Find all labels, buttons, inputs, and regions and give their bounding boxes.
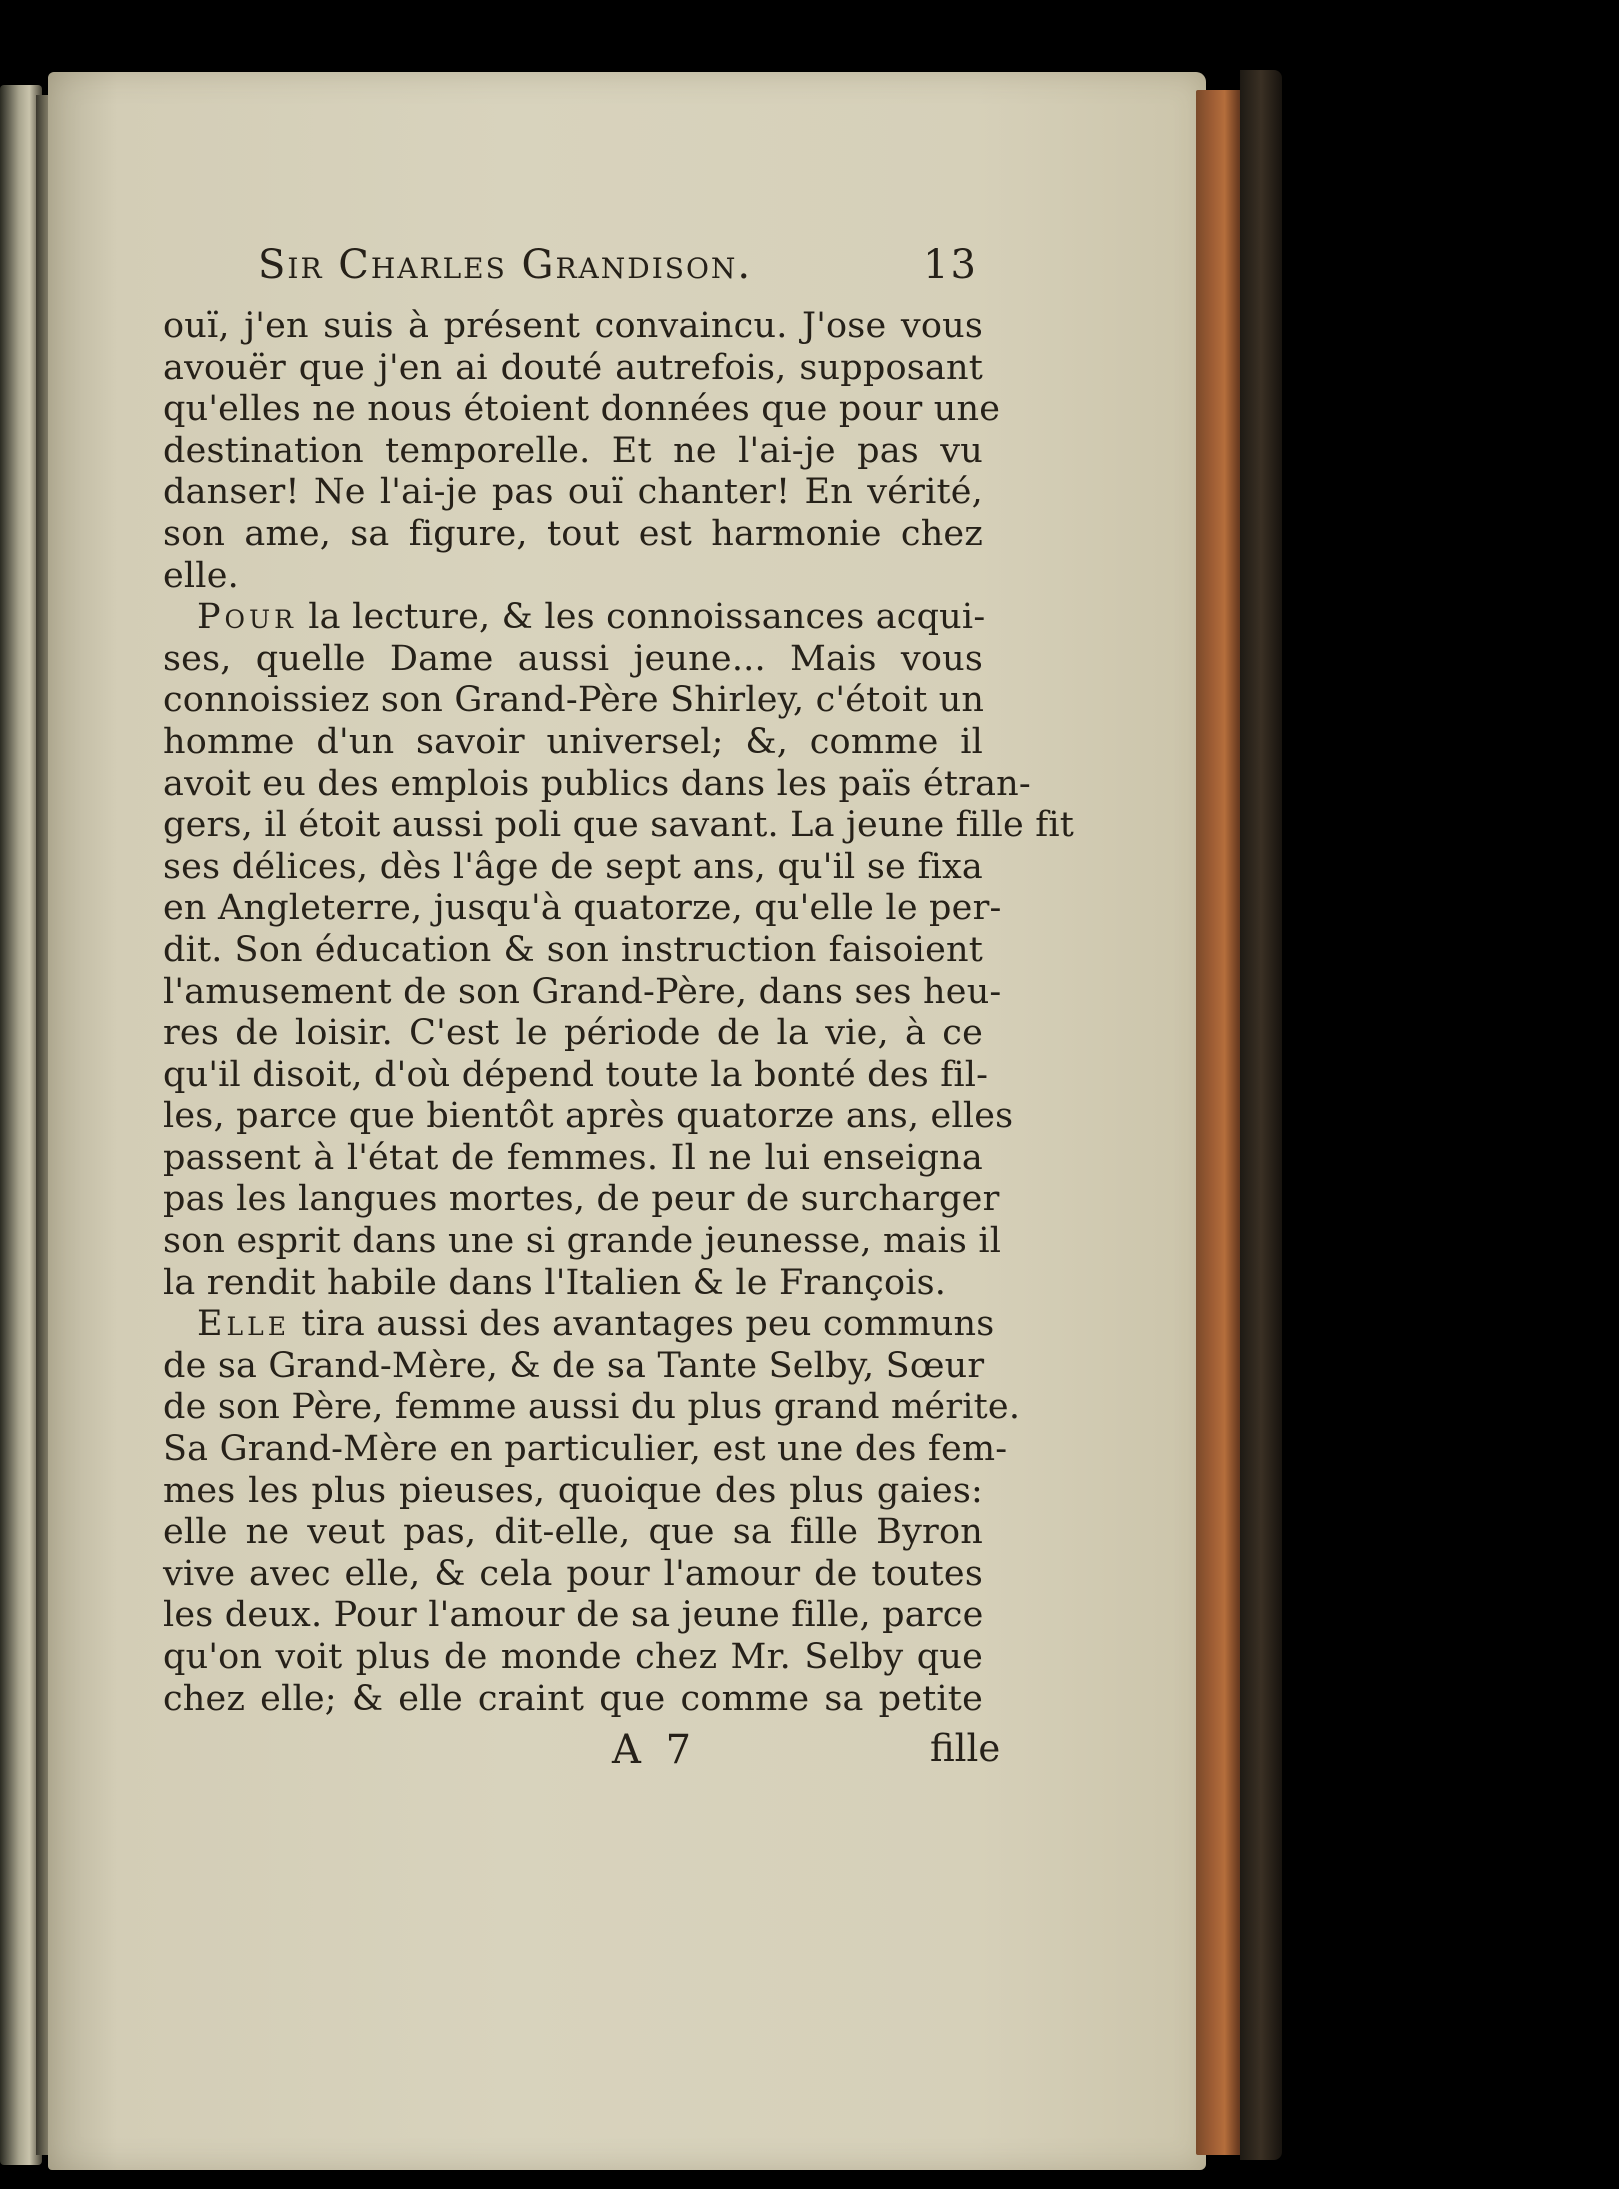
text-line: qu'il disoit, d'où dépend toute la bonté des fil- — [163, 1054, 989, 1095]
text-line: elle ne veut pas, dit-elle, que sa fille Byron — [163, 1512, 983, 1553]
book-cover-board — [1240, 70, 1282, 2160]
text-line: les deux. Pour l'amour de sa jeune fille, parce — [163, 1595, 984, 1636]
text-line: la rendit habile dans l'Italien & le François. — [163, 1262, 947, 1303]
text-line: res de loisir. C'est le période de la vie, à ce — [163, 1013, 983, 1054]
text-line: chez elle; & elle craint que comme sa petite — [163, 1678, 983, 1719]
text-line: qu'elles ne nous étoient données que pour une — [163, 389, 1001, 430]
text-line: avouër que j'en ai douté autrefois, supposant — [163, 347, 983, 388]
text-line: elle. — [163, 555, 239, 596]
body-text — [163, 306, 1075, 1720]
text-line: avoit eu des emplois publics dans les païs étran- — [163, 763, 1031, 804]
paragraph-lead-word: Pour — [197, 597, 297, 638]
text-line: en Angleterre, jusqu'à quatorze, qu'elle le per- — [163, 888, 1002, 929]
running-head — [258, 242, 978, 288]
text-line: gers, il étoit aussi poli que savant. La jeune fille fit — [163, 805, 1075, 846]
text-line: ouï, j'en suis à présent convaincu. J'ose vous — [163, 306, 983, 346]
text-line: Sa Grand-Mère en particulier, est une des fem- — [163, 1429, 1008, 1470]
signature-mark: A 7 — [612, 1727, 698, 1773]
text-line: les, parce que bientôt après quatorze ans, elles — [163, 1096, 1014, 1137]
text-line: dit. Son éducation & son instruction faisoient — [163, 929, 983, 970]
text-line: de son Père, femme aussi du plus grand mérite. — [163, 1387, 1021, 1428]
paragraph-lead-word: Elle — [197, 1304, 291, 1345]
text-line-rest: la lecture, & les connoissances acqui- — [308, 597, 986, 638]
text-line: de sa Grand-Mère, & de sa Tante Selby, Sœur — [163, 1345, 985, 1386]
text-line-rest: tira aussi des avantages peu communs — [301, 1304, 995, 1345]
text-line: connoissiez son Grand-Père Shirley, c'étoit un — [163, 680, 985, 721]
page-number: 13 — [923, 242, 978, 288]
text-line: mes les plus pieuses, quoique des plus gaies: — [163, 1470, 983, 1511]
text-line: danser! Ne l'ai-je pas ouï chanter! En vérité, — [163, 472, 983, 513]
text-line: son ame, sa figure, tout est harmonie chez — [163, 513, 983, 554]
paragraph-first-line — [163, 597, 986, 639]
text-line: homme d'un savoir universel; &, comme il — [163, 721, 983, 762]
paragraph-first-line — [163, 1304, 995, 1346]
text-line: l'amusement de son Grand-Père, dans ses heu- — [163, 971, 1002, 1012]
text-line: ses délices, dès l'âge de sept ans, qu'il se fixa — [163, 846, 983, 887]
text-line: vive avec elle, & cela pour l'amour de toutes — [163, 1553, 983, 1594]
text-line: pas les langues mortes, de peur de surcharger — [163, 1179, 1000, 1220]
text-line: ses, quelle Dame aussi jeune... Mais vous — [163, 638, 983, 679]
text-line: qu'on voit plus de monde chez Mr. Selby que — [163, 1637, 983, 1677]
running-title: Sir Charles Grandison. — [258, 242, 753, 288]
text-line: son esprit dans une si grande jeunesse, mais il — [163, 1221, 1002, 1262]
catchword: fille — [930, 1727, 1001, 1770]
text-line: passent à l'état de femmes. Il ne lui enseigna — [163, 1137, 983, 1178]
text-line: destination temporelle. Et ne l'ai-je pas vu — [163, 430, 983, 471]
